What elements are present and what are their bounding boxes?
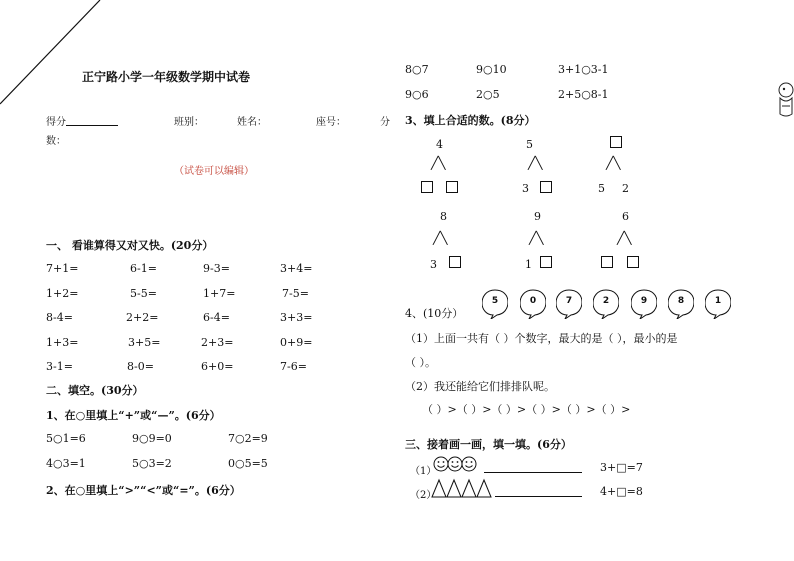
editable-note: （试卷可以编辑） bbox=[174, 166, 254, 177]
class-label: 班别： bbox=[174, 117, 204, 128]
page-title: 正宁路小学一年级数学期中试卷 bbox=[82, 70, 251, 84]
smiley-faces-icon bbox=[433, 455, 479, 473]
bond-part: 2 bbox=[622, 182, 629, 195]
q4-line1: （1）上面一共有（ ）个数字，最大的是（ ），最小的是 bbox=[405, 332, 678, 345]
bubble-number: 9 bbox=[640, 296, 648, 306]
fill-op-item: 7○2=9 bbox=[228, 432, 268, 445]
number-bubble bbox=[668, 289, 694, 317]
name-label: 姓名： bbox=[237, 117, 267, 128]
bond-top: 6 bbox=[622, 210, 629, 223]
section3-row2-label: （2） bbox=[410, 490, 437, 501]
calc-item: 7-5= bbox=[282, 287, 309, 300]
number-bubble bbox=[482, 289, 508, 317]
bond-top: 4 bbox=[436, 138, 443, 151]
number-bubble bbox=[520, 289, 546, 317]
bond-answer-box[interactable] bbox=[540, 256, 552, 268]
score-field bbox=[46, 113, 118, 128]
fen-label: 分 bbox=[380, 117, 390, 128]
bond-answer-box[interactable] bbox=[540, 181, 552, 193]
calc-item: 6+0= bbox=[201, 360, 234, 373]
fill-op-item: 9○9=0 bbox=[132, 432, 172, 445]
calc-item: 2+2= bbox=[126, 311, 159, 324]
calc-item: 3+4= bbox=[280, 262, 313, 275]
bond-top-box[interactable] bbox=[610, 136, 622, 148]
section3-row1-eq: 3+□=7 bbox=[600, 461, 643, 474]
q4-order-row: （ ）>（ ）>（ ）>（ ）>（ ）>（ ）> bbox=[422, 403, 631, 416]
calc-item: 6-4= bbox=[203, 311, 230, 324]
calc-item: 7+1= bbox=[46, 262, 79, 275]
compare-item: 9○6 bbox=[405, 88, 429, 101]
calc-item: 7-6= bbox=[280, 360, 307, 373]
compare-item: 2+5○8-1 bbox=[558, 88, 609, 101]
seat-label: 座号： bbox=[316, 117, 346, 128]
calc-item: 1+2= bbox=[46, 287, 79, 300]
calc-item: 0+9= bbox=[280, 336, 313, 349]
bond-split: ╱╲ bbox=[528, 156, 543, 170]
compare-item: 9○10 bbox=[476, 63, 507, 76]
score-blank[interactable] bbox=[66, 115, 118, 126]
bond-answer-box[interactable] bbox=[421, 181, 433, 193]
draw-answer-line[interactable] bbox=[495, 486, 582, 497]
cartoon-figure-icon bbox=[772, 78, 794, 124]
calc-item: 1+3= bbox=[46, 336, 79, 349]
section3-row1-label: （1） bbox=[410, 466, 437, 477]
fill-op-item: 5○3=2 bbox=[132, 457, 172, 470]
q3-heading: 3、填上合适的数。(8分） bbox=[405, 114, 536, 127]
section2-q1-heading: 1、在○里填上“+”或“—”。(6分） bbox=[46, 409, 221, 422]
calc-item: 5-5= bbox=[130, 287, 157, 300]
calc-item: 3+5= bbox=[128, 336, 161, 349]
bubble-number: 7 bbox=[565, 296, 573, 306]
bond-part: 3 bbox=[430, 258, 437, 271]
bubble-number: 2 bbox=[602, 296, 610, 306]
draw-answer-line[interactable] bbox=[484, 462, 582, 473]
section1-heading: 一、 看谁算得又对又快。(20分） bbox=[46, 239, 214, 252]
bubble-number: 0 bbox=[529, 296, 537, 306]
bond-answer-box[interactable] bbox=[449, 256, 461, 268]
calc-item: 3-1= bbox=[46, 360, 73, 373]
triangles-icon bbox=[431, 478, 495, 498]
bond-split: ╱╲ bbox=[617, 231, 632, 245]
bond-top: 8 bbox=[440, 210, 447, 223]
bond-part: 5 bbox=[598, 182, 605, 195]
calc-item: 3+3= bbox=[280, 311, 313, 324]
bond-answer-box[interactable] bbox=[446, 181, 458, 193]
bond-part: 1 bbox=[525, 258, 532, 271]
calc-item: 8-4= bbox=[46, 311, 73, 324]
fill-op-item: 5○1=6 bbox=[46, 432, 86, 445]
compare-item: 8○7 bbox=[405, 63, 429, 76]
number-bubble bbox=[705, 289, 731, 317]
section3-heading: 三、接着画一画，填一填。(6分） bbox=[405, 438, 572, 451]
q4-label: 4、(10分） bbox=[405, 307, 464, 320]
fill-op-item: 0○5=5 bbox=[228, 457, 268, 470]
bond-split: ╱╲ bbox=[606, 156, 621, 170]
bond-answer-box[interactable] bbox=[627, 256, 639, 268]
section3-row2-eq: 4+□=8 bbox=[600, 485, 643, 498]
bubble-number: 1 bbox=[714, 296, 722, 306]
calc-item: 1+7= bbox=[203, 287, 236, 300]
compare-item: 3+1○3-1 bbox=[558, 63, 609, 76]
section2-q2-heading: 2、在○里填上“>”“<”或“=”。(6分） bbox=[46, 484, 241, 497]
fill-op-item: 4○3=1 bbox=[46, 457, 86, 470]
calc-item: 8-0= bbox=[127, 360, 154, 373]
number-bubble bbox=[593, 289, 619, 317]
bond-part: 3 bbox=[522, 182, 529, 195]
calc-item: 2+3= bbox=[201, 336, 234, 349]
calc-item: 6-1= bbox=[130, 262, 157, 275]
bond-top: 9 bbox=[534, 210, 541, 223]
bubble-number: 8 bbox=[677, 296, 685, 306]
section2-heading: 二、填空。(30分） bbox=[46, 384, 144, 397]
number-bubble bbox=[631, 289, 657, 317]
corner-fold-line bbox=[0, 0, 110, 110]
calc-item: 9-3= bbox=[203, 262, 230, 275]
bond-split: ╱╲ bbox=[431, 156, 446, 170]
bond-split: ╱╲ bbox=[529, 231, 544, 245]
bubble-number: 5 bbox=[491, 296, 499, 306]
number-bubble bbox=[556, 289, 582, 317]
q4-line1b: （ ）。 bbox=[405, 356, 436, 369]
compare-item: 2○5 bbox=[476, 88, 500, 101]
bond-top: 5 bbox=[526, 138, 533, 151]
q4-line2: （2）我还能给它们排排队呢。 bbox=[405, 380, 555, 393]
shu-label: 数： bbox=[46, 136, 66, 147]
bond-answer-box[interactable] bbox=[601, 256, 613, 268]
score-label: 得分 bbox=[46, 117, 66, 128]
bond-split: ╱╲ bbox=[433, 231, 448, 245]
